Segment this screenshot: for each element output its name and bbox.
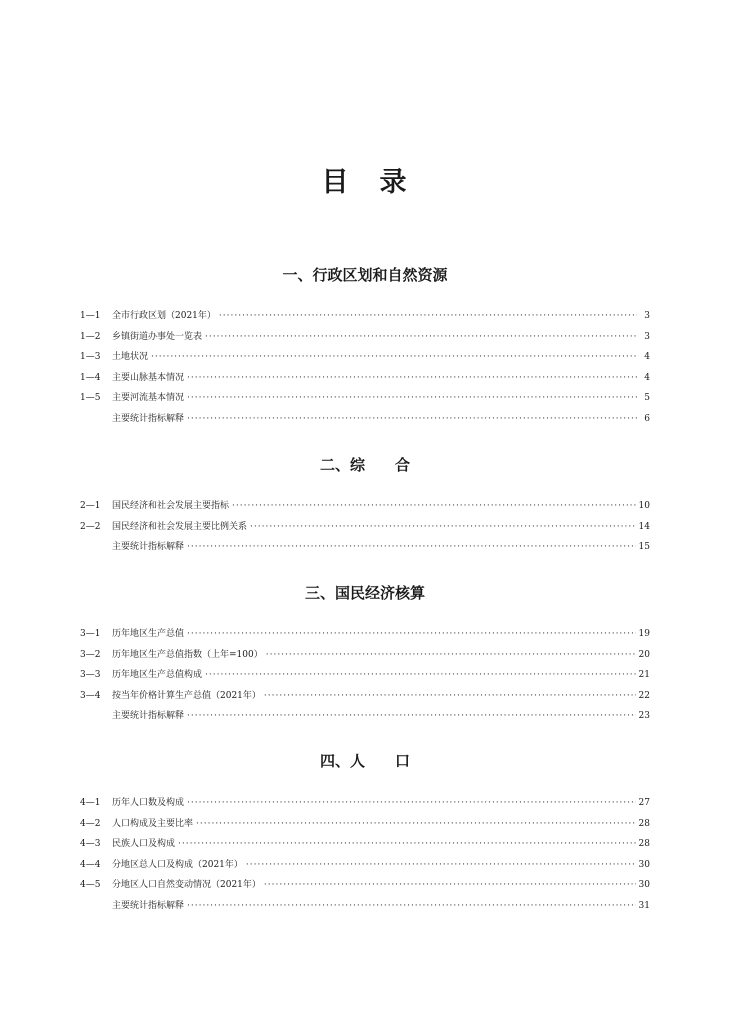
entry-page: 19 (638, 629, 650, 639)
toc-entry[interactable] (0, 347, 730, 368)
entry-number: 2—1 (80, 501, 101, 511)
leader-dots (151, 347, 637, 368)
entry-page: 30 (638, 859, 650, 870)
leader-dots (187, 409, 637, 430)
toc-entry[interactable] (0, 875, 730, 896)
entry-label: 国民经济和社会发展主要比例关系 (112, 521, 248, 532)
entry-label: 人口构成及主要比率 (112, 818, 194, 829)
toc-entry[interactable] (0, 496, 730, 517)
section-title-2: 二、综 合 (319, 456, 410, 474)
entry-page: 6 (644, 413, 650, 424)
entry-page: 5 (644, 393, 650, 404)
entry-label: 主要统计指标解释 (112, 413, 185, 424)
entry-number: 3—4 (80, 690, 101, 701)
leader-dots (187, 793, 636, 814)
section-title-4: 四、人 口 (319, 752, 410, 770)
entry-page: 28 (638, 818, 650, 829)
entry-page: 10 (638, 501, 650, 511)
entry-label: 主要统计指标解释 (112, 542, 185, 553)
toc-entry[interactable] (0, 306, 730, 327)
entry-number: 1—5 (80, 393, 101, 404)
entry-label: 全市行政区划（2021年） (112, 311, 216, 321)
section-4-entries (0, 793, 730, 917)
leader-dots (264, 686, 636, 707)
entry-label: 按当年价格计算生产总值（2021年） (112, 690, 261, 701)
entry-label: 主要统计指标解释 (112, 711, 185, 722)
entry-page: 31 (638, 900, 650, 911)
leader-dots (205, 665, 636, 686)
entry-label: 土地状况 (112, 352, 149, 363)
entry-label: 国民经济和社会发展主要指标 (112, 501, 230, 511)
entry-label: 主要山脉基本情况 (112, 372, 185, 383)
leader-dots (187, 624, 636, 645)
entry-number: 3—1 (80, 629, 101, 639)
toc-entry[interactable] (0, 409, 730, 430)
toc-entry[interactable] (0, 814, 730, 835)
leader-dots (266, 645, 636, 666)
leader-dots (246, 855, 636, 876)
entry-page: 3 (644, 331, 650, 342)
toc-entry[interactable] (0, 855, 730, 876)
entry-label: 历年人口数及构成 (112, 798, 185, 808)
toc-entry[interactable] (0, 834, 730, 855)
entry-page: 28 (638, 839, 650, 850)
entry-number: 4—1 (80, 798, 101, 808)
entry-page: 20 (638, 649, 650, 660)
leader-dots (205, 327, 637, 348)
toc-entry[interactable] (0, 793, 730, 814)
entry-page: 4 (644, 372, 650, 383)
entry-page: 30 (638, 880, 650, 891)
entry-label: 主要统计指标解释 (112, 900, 185, 911)
entry-label: 历年地区生产总值指数（上年=100） (112, 649, 263, 660)
toc-entry[interactable] (0, 537, 730, 558)
section-3-entries (0, 624, 730, 727)
leader-dots (196, 814, 636, 835)
entry-label: 分地区总人口及构成（2021年） (112, 859, 243, 870)
entry-number: 1—3 (80, 352, 101, 363)
toc-entry[interactable] (0, 388, 730, 409)
entry-page: 23 (638, 711, 650, 722)
section-2-entries (0, 496, 730, 558)
entry-number: 1—4 (80, 372, 101, 383)
entry-label: 历年地区生产总值 (112, 629, 185, 639)
entry-page: 27 (638, 798, 650, 808)
page-title: 目 录 (321, 167, 409, 198)
entry-page: 21 (638, 670, 650, 681)
leader-dots (187, 706, 636, 727)
toc-entry[interactable] (0, 665, 730, 686)
leader-dots (178, 834, 636, 855)
entry-label: 历年地区生产总值构成 (112, 670, 203, 681)
entry-number: 1—1 (80, 311, 101, 321)
section-1-entries (0, 306, 730, 430)
toc-entry[interactable] (0, 896, 730, 917)
entry-number: 4—3 (80, 839, 101, 850)
leader-dots (232, 496, 636, 517)
entry-number: 1—2 (80, 331, 101, 342)
entry-page: 4 (644, 352, 650, 363)
leader-dots (187, 537, 636, 558)
entry-page: 15 (638, 542, 650, 553)
entry-page: 14 (638, 521, 650, 532)
entry-label: 分地区人口自然变动情况（2021年） (112, 880, 261, 891)
leader-dots (219, 306, 637, 327)
section-title-3: 三、国民经济核算 (304, 584, 425, 602)
entry-page: 22 (638, 690, 650, 701)
toc-entry[interactable] (0, 706, 730, 727)
entry-label: 乡镇街道办事处一览表 (112, 331, 203, 342)
entry-number: 3—3 (80, 670, 101, 681)
leader-dots (187, 368, 637, 389)
leader-dots (187, 388, 637, 409)
entry-number: 3—2 (80, 649, 101, 660)
toc-entry[interactable] (0, 327, 730, 348)
section-title-1: 一、行政区划和自然资源 (282, 266, 448, 284)
leader-dots (250, 517, 636, 538)
entry-number: 4—2 (80, 818, 101, 829)
leader-dots (187, 896, 636, 917)
entry-number: 4—4 (80, 859, 101, 870)
entry-label: 主要河流基本情况 (112, 393, 185, 404)
toc-entry[interactable] (0, 517, 730, 538)
entry-page: 3 (644, 311, 650, 321)
entry-label: 民族人口及构成 (112, 839, 176, 850)
toc-entry[interactable] (0, 368, 730, 389)
toc-entry[interactable] (0, 645, 730, 666)
toc-entry[interactable] (0, 686, 730, 707)
entry-number: 4—5 (80, 880, 101, 891)
toc-entry[interactable] (0, 624, 730, 645)
leader-dots (264, 875, 636, 896)
entry-number: 2—2 (80, 521, 101, 532)
